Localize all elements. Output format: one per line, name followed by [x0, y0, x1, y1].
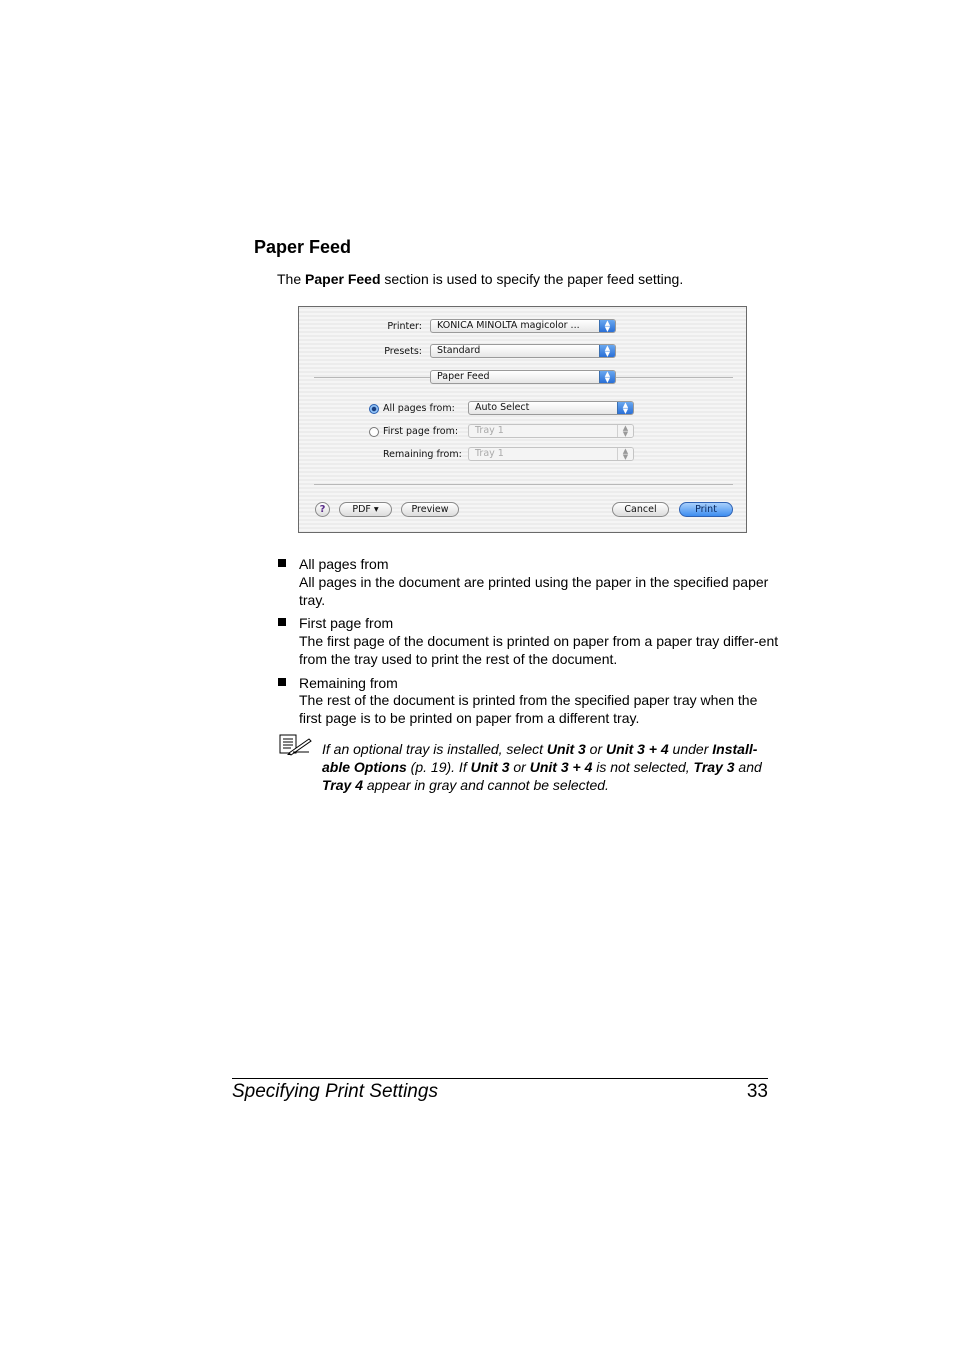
bullet-description: The rest of the document is printed from the specified paper tray when the first page is to be printed on paper from a different tray.	[299, 692, 758, 726]
print-dialog-screenshot	[298, 306, 747, 533]
first-page-popup-value: Tray 1	[475, 425, 504, 436]
bullet-description: All pages in the document are printed using the paper in the specified paper tray.	[299, 574, 769, 608]
pdf-button[interactable]: PDF ▾	[339, 502, 392, 517]
footer-rule	[232, 1078, 768, 1079]
first-page-popup[interactable]	[468, 424, 634, 438]
first-page-radio[interactable]	[369, 427, 379, 437]
note-bold-run: Tray 4	[322, 777, 363, 793]
first-page-label: First page from:	[383, 426, 459, 437]
presets-label: Presets:	[384, 346, 422, 357]
page-number: 33	[746, 1081, 768, 1102]
note-run: under	[668, 741, 713, 757]
panel-popup[interactable]	[430, 370, 616, 384]
note-run: or	[509, 759, 530, 775]
bullet-description: The first page of the document is printed on paper from a paper tray differ-ent from the tray used to print the rest of the document.	[299, 633, 779, 667]
presets-popup-value: Standard	[437, 345, 481, 356]
panel-popup-value: Paper Feed	[437, 371, 490, 382]
remaining-popup[interactable]	[468, 447, 634, 461]
footer-title: Specifying Print Settings	[232, 1081, 438, 1102]
note-bold-run: Install-able Options	[322, 741, 758, 775]
intro-paragraph	[277, 271, 683, 287]
note-run: and	[734, 759, 762, 775]
print-button[interactable]: Print	[679, 502, 733, 517]
note-run: (p. 19). If	[406, 759, 471, 775]
separator-left	[314, 377, 430, 378]
note-bold-run: Tray 3	[693, 759, 735, 775]
note-run: appear in gray and cannot be selected.	[363, 777, 609, 793]
note-run: If an optional tray is installed, select	[322, 741, 547, 757]
popup-arrows-icon: ▲ ▼	[617, 448, 633, 460]
popup-arrows-icon: ▲ ▼	[617, 425, 633, 437]
bullet-title: Remaining from	[299, 675, 398, 691]
remaining-label: Remaining from:	[383, 449, 462, 460]
printer-popup-value: KONICA MINOLTA magicolor ...	[437, 320, 580, 331]
intro-text-bold: Paper Feed	[305, 271, 381, 287]
section-heading: Paper Feed	[254, 237, 352, 257]
all-pages-popup[interactable]	[468, 401, 634, 415]
separator-right	[616, 377, 733, 378]
remaining-popup-value: Tray 1	[475, 448, 504, 459]
bullet-title: All pages from	[299, 556, 389, 572]
note-bold-run: Unit 3	[546, 741, 586, 757]
help-button[interactable]: ?	[315, 502, 330, 517]
bullet-square	[278, 678, 286, 686]
note-run: or	[585, 741, 607, 757]
popup-arrows-icon: ▲ ▼	[617, 402, 633, 414]
presets-popup[interactable]	[430, 344, 616, 358]
intro-text-pre: The	[277, 271, 306, 287]
intro-text-post: section is used to specify the paper feed setting.	[380, 271, 684, 287]
bullet-title: First page from	[299, 615, 394, 631]
popup-arrows-icon: ▲ ▼	[599, 371, 615, 383]
note-bold-run: Unit 3	[470, 759, 510, 775]
bottom-separator	[314, 484, 733, 485]
popup-arrows-icon: ▲ ▼	[599, 320, 615, 332]
bullet-square	[278, 559, 286, 567]
preview-button[interactable]: Preview	[401, 502, 459, 517]
note-bold-run: Unit 3 + 4	[529, 759, 593, 775]
printer-label: Printer:	[387, 321, 422, 332]
popup-arrows-icon: ▲ ▼	[599, 345, 615, 357]
note-pencil-icon	[279, 734, 313, 756]
bullet-square	[278, 618, 286, 626]
all-pages-radio[interactable]	[369, 404, 379, 414]
all-pages-label: All pages from:	[383, 403, 455, 414]
note-run: is not selected,	[592, 759, 694, 775]
all-pages-popup-value: Auto Select	[475, 402, 530, 413]
cancel-button[interactable]: Cancel	[612, 502, 669, 517]
printer-popup[interactable]	[430, 319, 616, 333]
note-text	[322, 740, 772, 794]
note-bold-run: Unit 3 + 4	[606, 741, 669, 757]
